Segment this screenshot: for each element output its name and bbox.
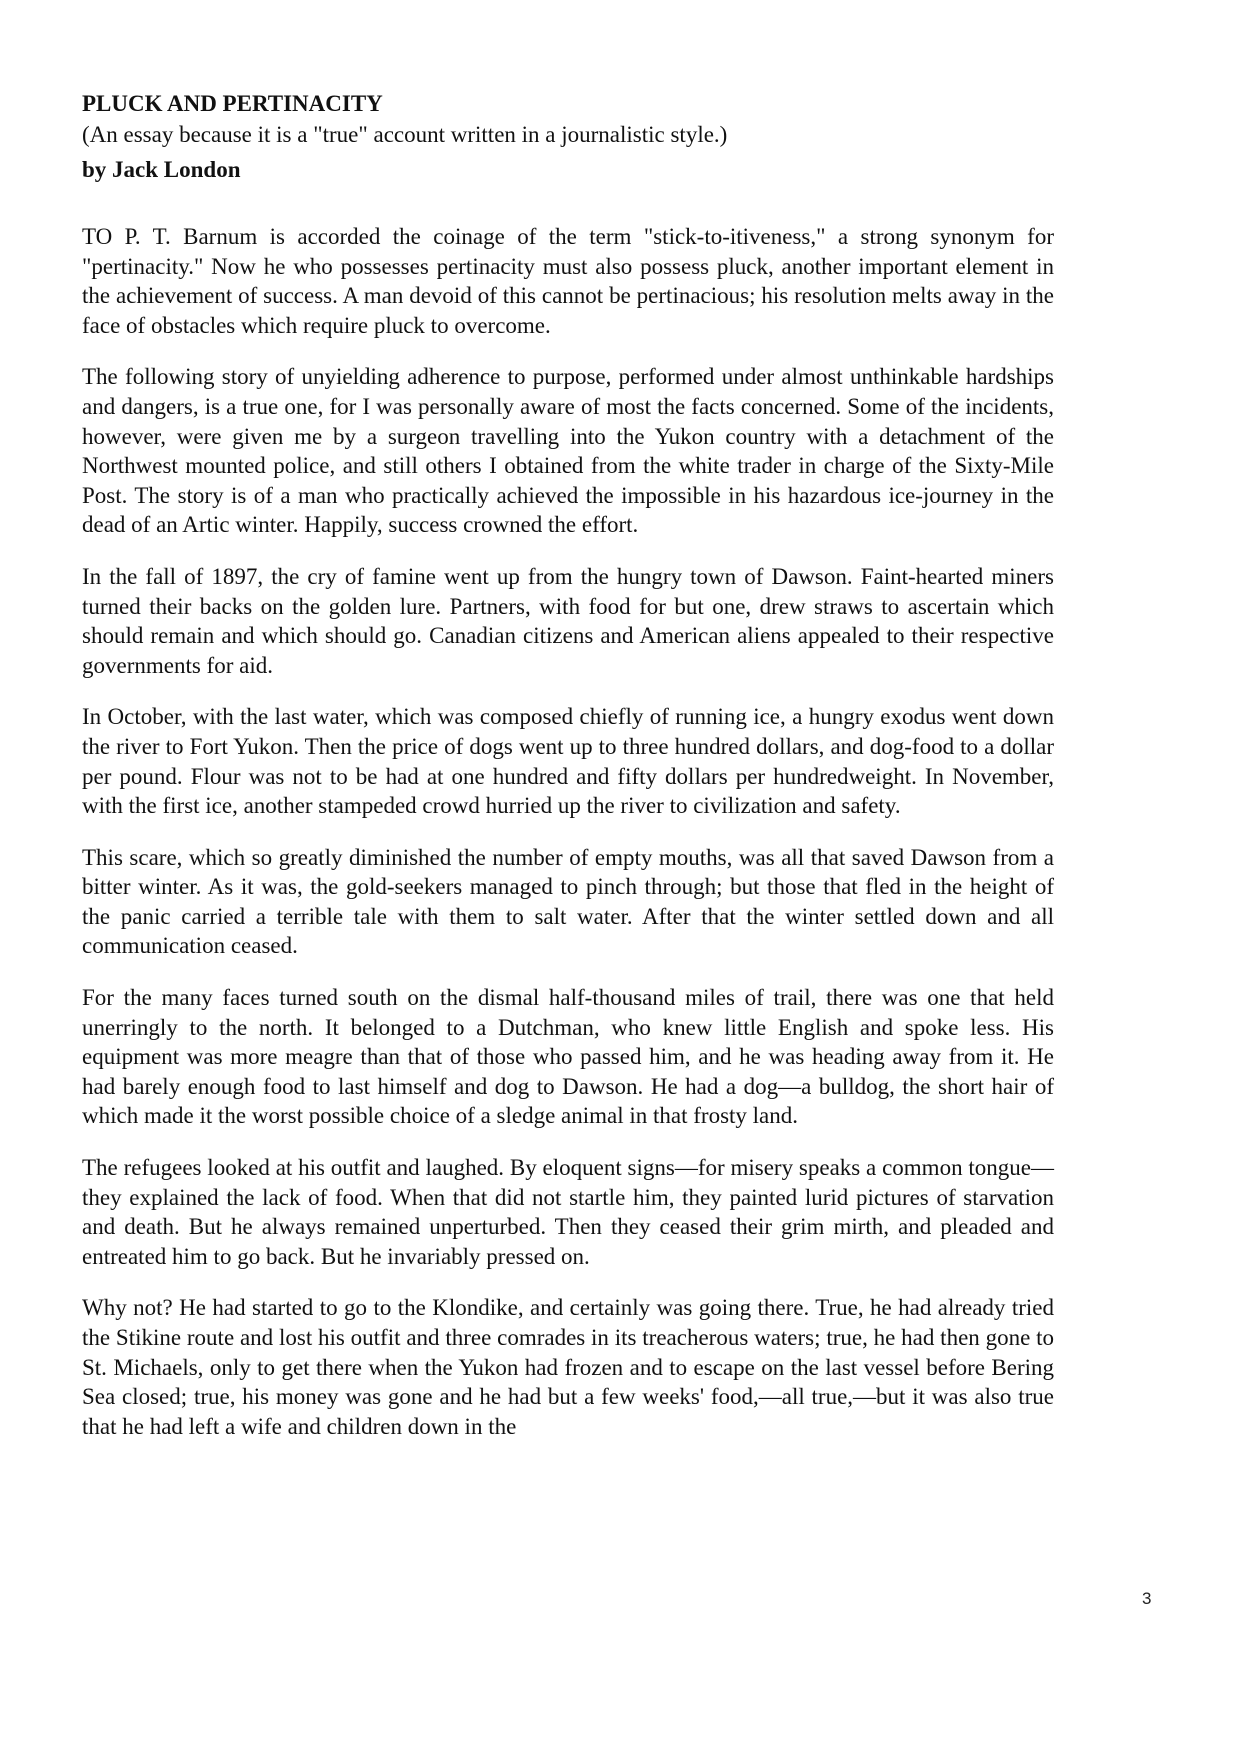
document-page	[82, 88, 1054, 1463]
paragraph-4: In October, with the last water, which was composed chiefly of running ice, a hungry exodus went down the river to Fort Yukon. Then the price of dogs went up to three hundred dollars, and dog-food to a dollar per pound. Flour was not to be had at one hundred and fifty dollars per hundredweight. In November, with the first ice, another stampeded crowd hurried up the river to civilization and safety.	[82, 704, 1054, 819]
page-number: 3	[1142, 1589, 1152, 1608]
paragraph-1: TO P. T. Barnum is accorded the coinage of the term "stick-to-itiveness," a strong synonym for "pertinacity." Now he who possesses pertinacity must also possess pluck, another important element in the achievement of success. A man devoid of this cannot be pertinacious; his resolution melts away in the face of obstacles which require pluck to overcome.	[82, 224, 1054, 338]
paragraph-3: In the fall of 1897, the cry of famine went up from the hungry town of Dawson. Faint-hearted miners turned their backs on the golden lure. Partners, with food for but one, drew straws to ascertain which should remain and which should go. Canadian citizens and American aliens appealed to their respective governments for aid.	[82, 563, 1054, 678]
essay-title: PLUCK AND PERTINACITY	[82, 91, 383, 116]
essay-author: by Jack London	[82, 157, 241, 182]
paragraph-6: For the many faces turned south on the dismal half-thousand miles of trail, there was one that held unerringly to the north. It belonged to a Dutchman, who knew little English and spoke less. His equipment was more meagre than that of those who passed him, and he was heading away from it. He had barely enough food to last himself and dog to Dawson. He had a dog—a bulldog, the short hair of which made it the worst possible choice of a sledge animal in that frosty land.	[82, 985, 1054, 1129]
paragraph-7: The refugees looked at his outfit and laughed. By eloquent signs—for misery speaks a common tongue—they explained the lack of food. When that did not startle him, they painted lurid pictures of starvation and death. But he always remained unperturbed. Then they ceased their grim mirth, and pleaded and entreated him to go back. But he invariably pressed on.	[82, 1155, 1054, 1269]
essay-subtitle: (An essay because it is a "true" account written in a journalistic style.)	[82, 122, 728, 147]
paragraph-2: The following story of unyielding adherence to purpose, performed under almost unthinkable hardships and dangers, is a true one, for I was personally aware of most the facts concerned. Some of the incidents, however, were given me by a surgeon travelling into the Yukon country with a detachment of the Northwest mounted police, and still others I obtained from the white trader in charge of the Sixty-Mile Post. The story is of a man who practically achieved the impossible in his hazardous ice-journey in the dead of an Artic winter. Happily, success crowned the effort.	[82, 364, 1054, 538]
paragraph-5: This scare, which so greatly diminished the number of empty mouths, was all that saved Dawson from a bitter winter. As it was, the gold-seekers managed to pinch through; but those that fled in the height of the panic carried a terrible tale with them to salt water. After that the winter settled down and all communication ceased.	[82, 844, 1054, 959]
paragraph-8: Why not? He had started to go to the Klondike, and certainly was going there. True, he had already tried the Stikine route and lost his outfit and three comrades in its treacherous waters; true, he had then gone to St. Michaels, only to get there when the Yukon had frozen and to escape on the last vessel before Bering Sea closed; true, his money was gone and he had but a few weeks' food,—all true,—but it was also true that he had left a wife and children down in the	[82, 1295, 1054, 1439]
